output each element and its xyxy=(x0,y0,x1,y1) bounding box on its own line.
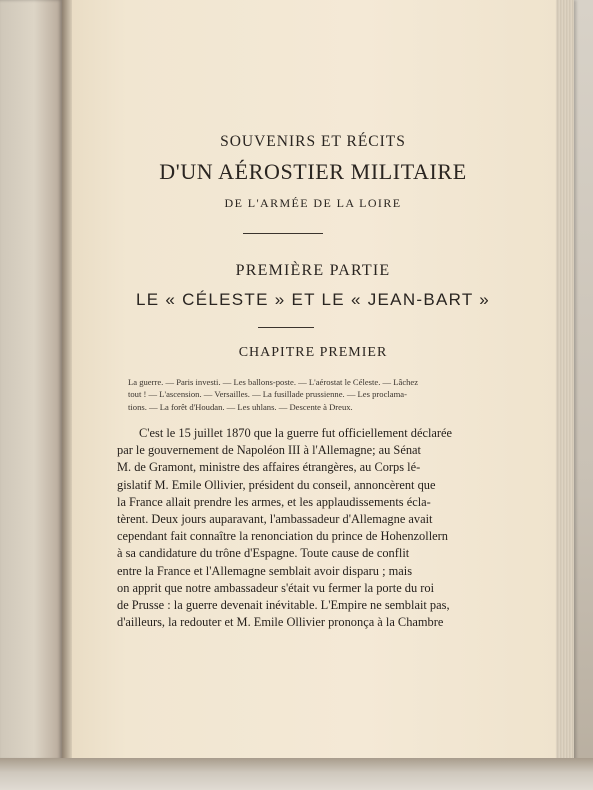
body-line: tèrent. Deux jours auparavant, l'ambassadeur d'Allemagne avait xyxy=(117,512,433,527)
body-line: M. de Gramont, ministre des affaires étrangères, au Corps lé- xyxy=(117,460,421,475)
heading-line-1: SOUVENIRS ET RÉCITS xyxy=(220,133,406,150)
chapter-title: CHAPITRE PREMIER xyxy=(238,345,388,360)
table-shadow xyxy=(0,758,593,790)
book-cover-edge xyxy=(0,0,62,760)
heading-divider xyxy=(243,233,323,234)
part-label: PREMIÈRE PARTIE xyxy=(235,262,391,279)
chapter-summary xyxy=(128,376,460,413)
part-divider xyxy=(258,327,314,328)
summary-line: tout ! — L'ascension. — Versailles. — La fusillade prussienne. — Les proclama- xyxy=(128,389,407,400)
body-line: à sa candidature du trône d'Espagne. Toute cause de conflit xyxy=(117,546,410,561)
body-line: par le gouvernement de Napoléon III à l'Allemagne; au Sénat xyxy=(117,443,421,458)
part-title: LE « CÉLESTE » ET LE « JEAN-BART » xyxy=(135,290,491,309)
body-line: on apprit que notre ambassadeur s'était vu fermer la porte du roi xyxy=(117,580,435,595)
heading-line-3: DE L'ARMÉE DE LA LOIRE xyxy=(224,196,402,210)
body-line: la France allait prendre les armes, et les applaudissements écla- xyxy=(117,494,431,509)
body-line: d'ailleurs, la redouter et M. Emile Ollivier prononça à la Chambre xyxy=(117,615,444,630)
book-gutter xyxy=(62,0,72,760)
body-line: cependant fait connaître la renonciation du prince de Hohenzollern xyxy=(117,529,448,544)
body-line: gislatif M. Emile Ollivier, président du conseil, annoncèrent que xyxy=(117,477,436,492)
body-line: entre la France et l'Allemagne semblait avoir disparu ; mais xyxy=(117,563,413,578)
summary-line: La guerre. — Paris investi. — Les ballons-poste. — L'aérostat le Céleste. — Lâchez xyxy=(128,377,419,387)
body-text xyxy=(117,425,462,631)
heading-line-2: D'UN AÉROSTIER MILITAIRE xyxy=(159,159,467,184)
page-stack-edge xyxy=(556,0,574,762)
body-line: C'est le 15 juillet 1870 que la guerre fut officiellement déclarée xyxy=(139,426,453,440)
summary-line: tions. — La forêt d'Houdan. — Les uhlans. — Descente à Dreux. xyxy=(128,401,353,412)
body-line: de Prusse : la guerre devenait inévitable. L'Empire ne semblait pas, xyxy=(117,598,450,613)
